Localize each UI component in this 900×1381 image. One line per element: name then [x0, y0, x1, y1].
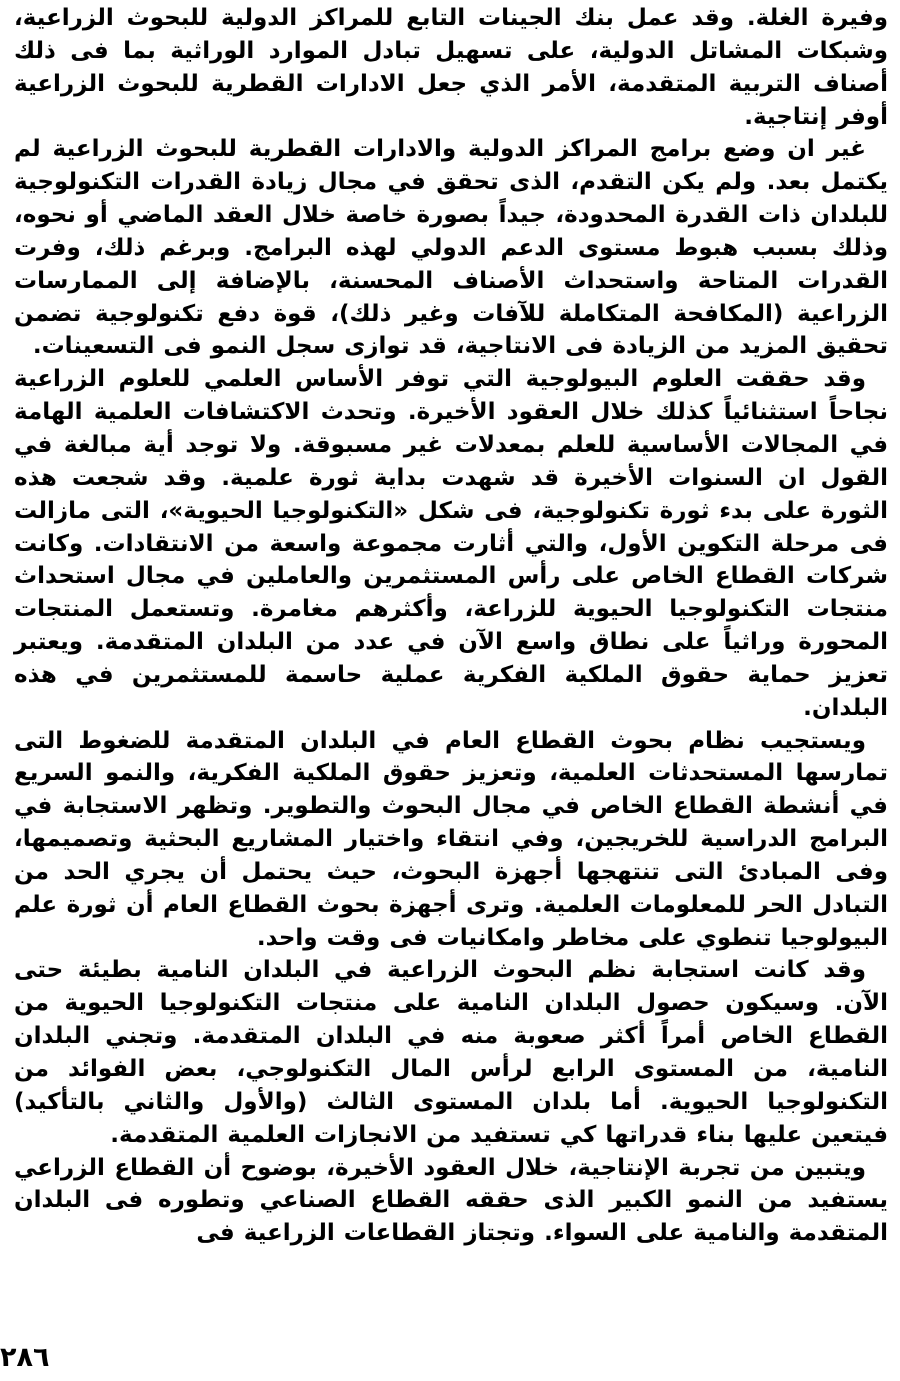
paragraph: ويستجيب نظام بحوث القطاع العام في البلدان المتقدمة للضغوط التى تمارسها المستحدثات العلمية، وتعزيز حقوق الملكية الفكرية، والنمو السريع في أنشطة القطاع الخاص في مجال البحوث والتطوير. وتظهر الاستجابة في البرامج الدراسية للخريجين، وفي انتقاء واختيار المشاريع البحثية وتصميمها، وفى المبادئ التى تنتهجها أجهزة البحوث، حيث يحتمل أن يجري الحد من التبادل الحر للمعلومات العلمية. وترى أجهزة بحوث القطاع العام أن ثورة علم البيولوجيا تنطوي على مخاطر وامكانيات فى وقت واحد. [14, 727, 888, 951]
page-number: ٢٨٦ [0, 1342, 50, 1373]
paragraph: وفيرة الغلة. وقد عمل بنك الجينات التابع للمراكز الدولية للبحوث الزراعية، وشبكات المشاتل الدولية، على تسهيل تبادل الموارد الوراثية بما فى ذلك أصناف التربية المتقدمة، الأمر الذي جعل الادارات القطرية للبحوث الزراعية أوفر إنتاجية. [14, 5, 888, 130]
page-text [14, 2, 888, 1250]
paragraph: غير ان وضع برامج المراكز الدولية والادارات القطرية للبحوث الزراعية لم يكتمل بعد. ولم يكن التقدم، الذى تحقق في مجال زيادة القدرات التكنولوجية للبلدان ذات القدرة المحدودة، جيداً بصورة خاصة خلال العقد الماضي أو نحوه، وذلك بسبب هبوط مستوى الدعم الدولي لهذه البرامج. وبرغم ذلك، وفرت القدرات المتاحة واستحداث الأصناف المحسنة، بالإضافة إلى الممارسات الزراعية (المكافحة المتكاملة للآفات وغير ذلك)، قوة دفع تكنولوجية تضمن تحقيق المزيد من الزيادة فى الانتاجية، قد توازى سجل النمو فى التسعينات. [14, 136, 888, 360]
paragraph: وقد حققت العلوم البيولوجية التي توفر الأساس العلمي للعلوم الزراعية نجاحاً استثنائياً كذلك خلال العقود الأخيرة. وتحدث الاكتشافات العلمية الهامة في المجالات الأساسية للعلم بمعدلات غير مسبوقة. ولا توجد أية مبالغة في القول ان السنوات الأخيرة قد شهدت بداية ثورة علمية. وقد شجعت هذه الثورة على بدء ثورة تكنولوجية، فى شكل «التكنولوجيا الحيوية»، التى مازالت فى مرحلة التكوين الأول، والتي أثارت مجموعة واسعة من الانتقادات. وكانت شركات القطاع الخاص على رأس المستثمرين والعاملين في مجال استحداث منتجات التكنولوجيا الحيوية للزراعة، وأكثرهم مغامرة. وتستعمل المنتجات المحورة وراثياً على نطاق واسع الآن في عدد من البلدان المتقدمة. ويعتبر تعزيز حماية حقوق الملكية الفكرية عملية حاسمة للمستثمرين في هذه البلدان. [14, 366, 888, 721]
paragraph: وقد كانت استجابة نظم البحوث الزراعية في البلدان النامية بطيئة حتى الآن. وسيكون حصول البلدان النامية على منتجات التكنولوجيا الحيوية من القطاع الخاص أمراً أكثر صعوبة منه في البلدان المتقدمة. وتجني البلدان النامية، من المستوى الرابع لرأس المال التكنولوجي، بعض الفوائد من التكنولوجيا الحيوية. أما بلدان المستوى الثالث (والأول والثاني بالتأكيد) فيتعين عليها بناء قدراتها كي تستفيد من الانجازات العلمية المتقدمة. [14, 957, 888, 1148]
paragraph: ويتبين من تجربة الإنتاجية، خلال العقود الأخيرة، بوضوح أن القطاع الزراعي يستفيد من النمو الكبير الذى حققه القطاع الصناعي وتطوره فى البلدان المتقدمة والنامية على السواء. وتجتاز القطاعات الزراعية فى [14, 1154, 888, 1247]
